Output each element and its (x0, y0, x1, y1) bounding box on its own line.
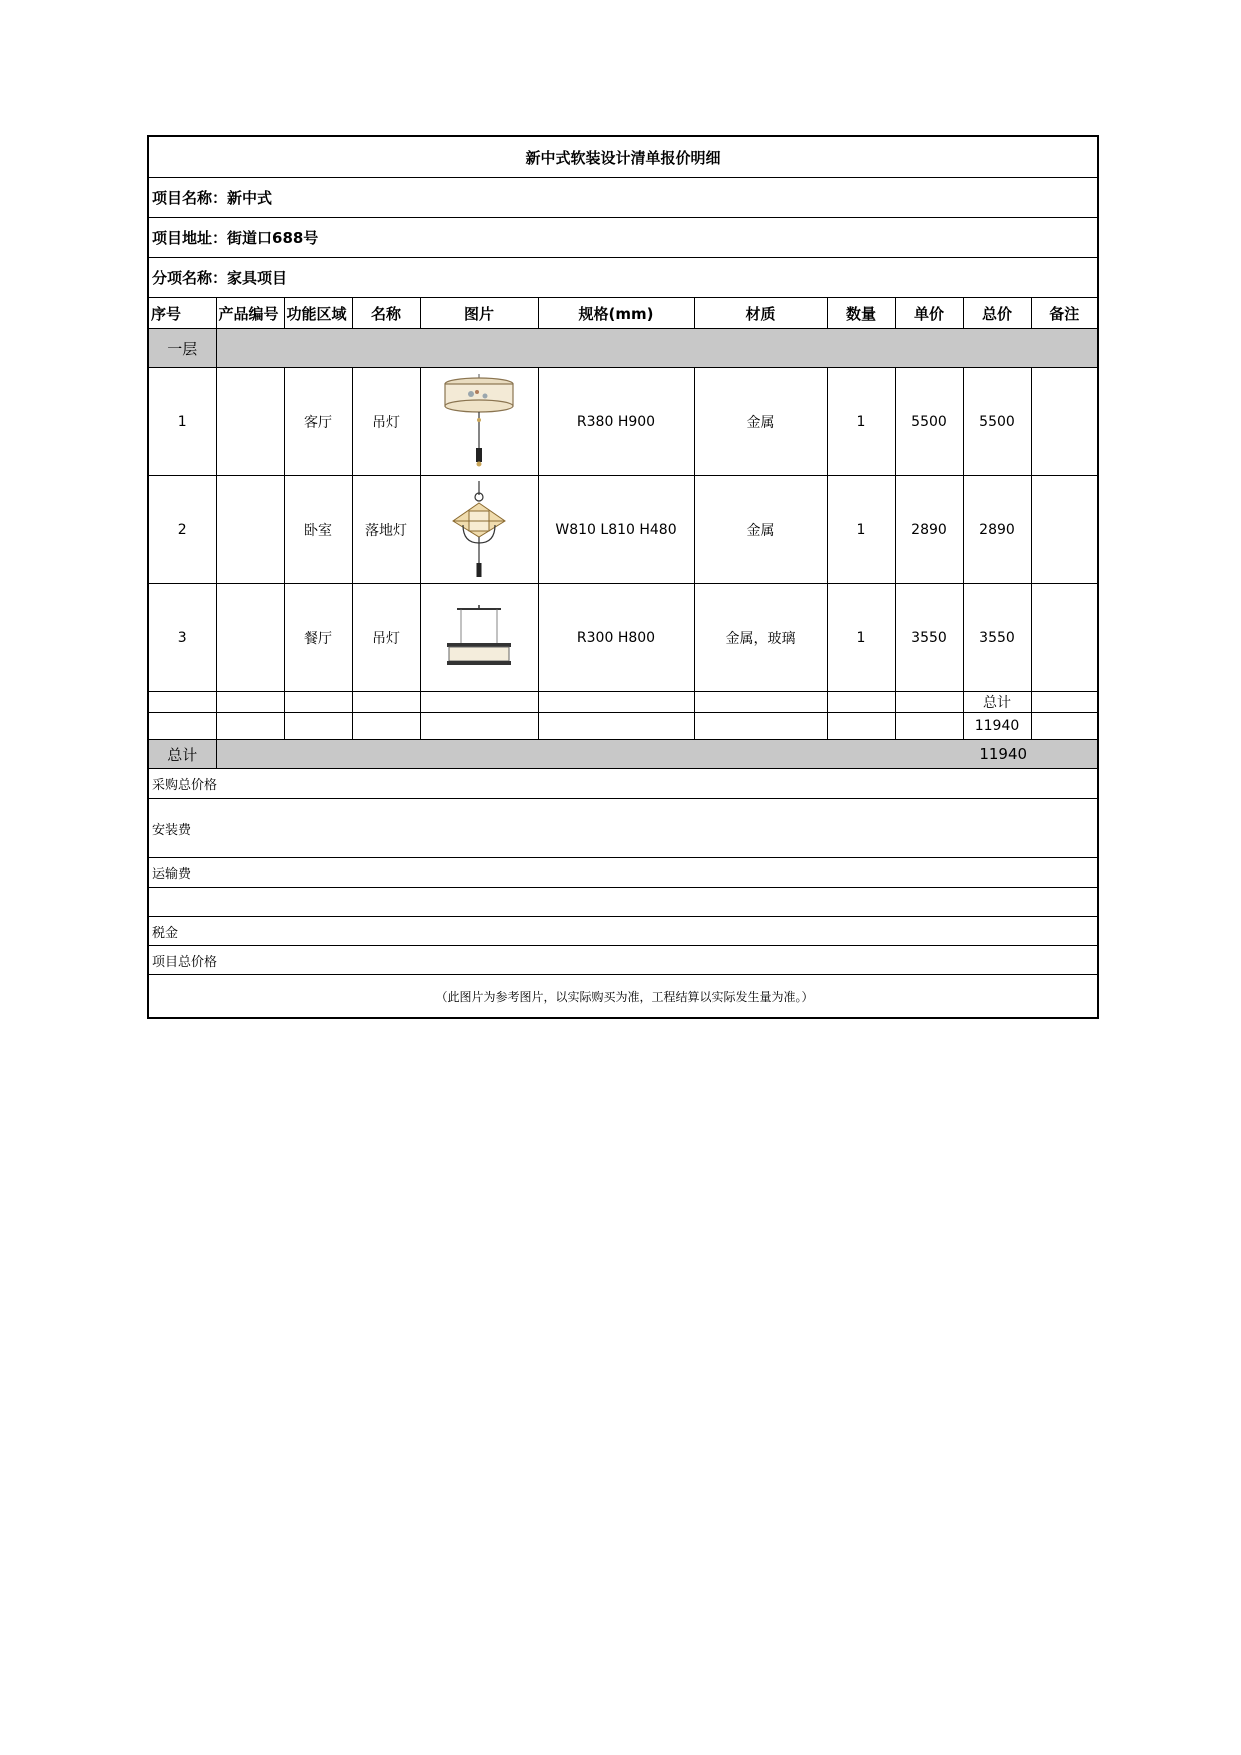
item-material: 金属 (694, 476, 827, 584)
linear-pendant-lamp-icon (437, 603, 521, 673)
header-total: 总价 (963, 298, 1031, 329)
project-total-label: 项目总价格 (148, 946, 1098, 975)
header-spec: 规格(mm) (538, 298, 694, 329)
item-code (216, 584, 284, 692)
project-total-row (148, 946, 1098, 975)
item-name: 吊灯 (352, 368, 420, 476)
grand-total-row (148, 740, 1098, 769)
item-no: 3 (148, 584, 216, 692)
project-name: 项目名称：新中式 (148, 178, 1098, 218)
item-no: 2 (148, 476, 216, 584)
item-image (420, 368, 538, 476)
item-spec: R380 H900 (538, 368, 694, 476)
sub-item-name: 分项名称：家具项目 (148, 258, 1098, 298)
chandelier-lamp-icon (439, 481, 519, 579)
table-row (148, 476, 1098, 584)
item-spec: W810 L810 H480 (538, 476, 694, 584)
grand-total-value: 11940 (216, 740, 1098, 769)
blank-row (148, 888, 1098, 917)
note-row (148, 975, 1098, 1019)
project-address: 项目地址：街道口688号 (148, 218, 1098, 258)
sheet-title: 新中式软装设计清单报价明细 (148, 136, 1098, 178)
item-unit-price: 2890 (895, 476, 963, 584)
item-remark (1031, 368, 1098, 476)
section-fill (216, 329, 1098, 368)
item-unit-price: 3550 (895, 584, 963, 692)
quote-table (147, 135, 1099, 1019)
install-label: 安装费 (148, 799, 1098, 858)
item-code (216, 476, 284, 584)
item-name: 落地灯 (352, 476, 420, 584)
drum-pendant-lamp-icon (439, 374, 519, 470)
disclaimer-note: （此图片为参考图片，以实际购买为准，工程结算以实际发生量为准。） (148, 975, 1098, 1019)
install-row (148, 799, 1098, 858)
item-total: 2890 (963, 476, 1031, 584)
item-code (216, 368, 284, 476)
item-image (420, 584, 538, 692)
header-name: 名称 (352, 298, 420, 329)
section-row (148, 329, 1098, 368)
item-qty: 1 (827, 476, 895, 584)
item-total: 3550 (963, 584, 1031, 692)
header-no: 序号 (148, 298, 216, 329)
header-material: 材质 (694, 298, 827, 329)
item-area: 卧室 (284, 476, 352, 584)
transport-label: 运输费 (148, 858, 1098, 888)
item-unit-price: 5500 (895, 368, 963, 476)
quote-sheet (147, 135, 1097, 1019)
purchase-row (148, 769, 1098, 799)
header-code: 产品编号 (216, 298, 284, 329)
item-total: 5500 (963, 368, 1031, 476)
item-material: 金属 (694, 368, 827, 476)
grand-total-label: 总计 (148, 740, 216, 769)
tax-label: 税金 (148, 917, 1098, 946)
item-image (420, 476, 538, 584)
item-remark (1031, 584, 1098, 692)
item-area: 餐厅 (284, 584, 352, 692)
header-image: 图片 (420, 298, 538, 329)
item-remark (1031, 476, 1098, 584)
subtotal-value-row (148, 713, 1098, 740)
header-unit-price: 单价 (895, 298, 963, 329)
item-no: 1 (148, 368, 216, 476)
header-remark: 备注 (1031, 298, 1098, 329)
header-row (148, 298, 1098, 329)
item-qty: 1 (827, 368, 895, 476)
section-label: 一层 (148, 329, 216, 368)
subtotal-label-row (148, 692, 1098, 713)
item-qty: 1 (827, 584, 895, 692)
item-material: 金属，玻璃 (694, 584, 827, 692)
header-area: 功能区域 (284, 298, 352, 329)
tax-row (148, 917, 1098, 946)
item-name: 吊灯 (352, 584, 420, 692)
subtotal-value: 11940 (963, 713, 1031, 740)
table-row (148, 584, 1098, 692)
item-spec: R300 H800 (538, 584, 694, 692)
header-qty: 数量 (827, 298, 895, 329)
item-area: 客厅 (284, 368, 352, 476)
subtotal-label: 总计 (963, 692, 1031, 713)
transport-row (148, 858, 1098, 888)
table-row (148, 368, 1098, 476)
purchase-label: 采购总价格 (148, 769, 1098, 799)
